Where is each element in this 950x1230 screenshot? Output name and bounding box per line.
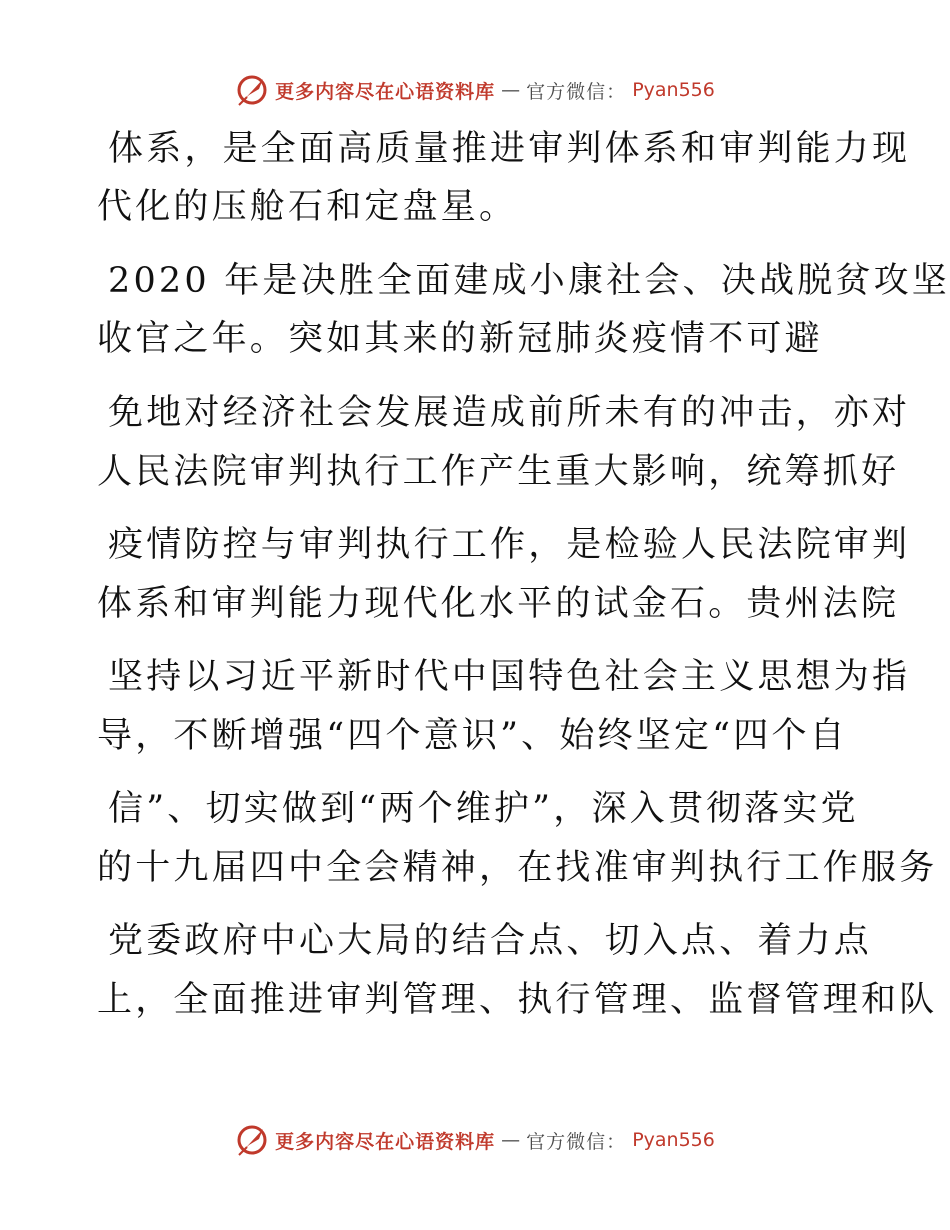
body-line: 体系，是全面高质量推进审判体系和审判能力现 xyxy=(108,129,911,169)
body-line: 代化的压舱石和定盘星。 xyxy=(97,187,518,227)
watermark-label: 官方微信： xyxy=(526,80,627,103)
body-line: 上，全面推进审判管理、执行管理、监督管理和队 xyxy=(97,980,938,1020)
watermark-id: Pyan556 xyxy=(632,1129,715,1151)
body-line: 导，不断增强“四个意识”、始终坚定“四个自 xyxy=(97,716,848,756)
watermark-id: Pyan556 xyxy=(632,79,715,101)
watermark-label: 官方微信： xyxy=(526,1130,627,1153)
body-line: 党委政府中心大局的结合点、切入点、着力点 xyxy=(108,921,873,961)
footer-watermark xyxy=(0,1122,950,1158)
body-line: 免地对经济社会发展造成前所未有的冲击，亦对 xyxy=(108,393,911,433)
watermark-brand: 更多内容尽在心语资料库 xyxy=(275,1130,496,1153)
quill-logo-icon xyxy=(235,1123,269,1157)
watermark-dash: — xyxy=(501,1129,521,1151)
body-line: 2020 年是决胜全面建成小康社会、决战脱贫攻坚 xyxy=(108,261,950,301)
body-line: 的十九届四中全会精神，在找准审判执行工作服务 xyxy=(97,848,938,888)
watermark-brand: 更多内容尽在心语资料库 xyxy=(275,80,496,103)
body-line: 人民法院审判执行工作产生重大影响，统筹抓好 xyxy=(97,452,900,492)
body-line: 收官之年。突如其来的新冠肺炎疫情不可避 xyxy=(97,319,823,359)
body-line: 坚持以习近平新时代中国特色社会主义思想为指 xyxy=(108,657,911,697)
watermark-dash: — xyxy=(501,79,521,101)
body-line: 信”、切实做到“两个维护”，深入贯彻落实党 xyxy=(108,789,859,829)
body-line: 疫情防控与审判执行工作，是检验人民法院审判 xyxy=(108,525,911,565)
body-line: 体系和审判能力现代化水平的试金石。贵州法院 xyxy=(97,584,900,624)
